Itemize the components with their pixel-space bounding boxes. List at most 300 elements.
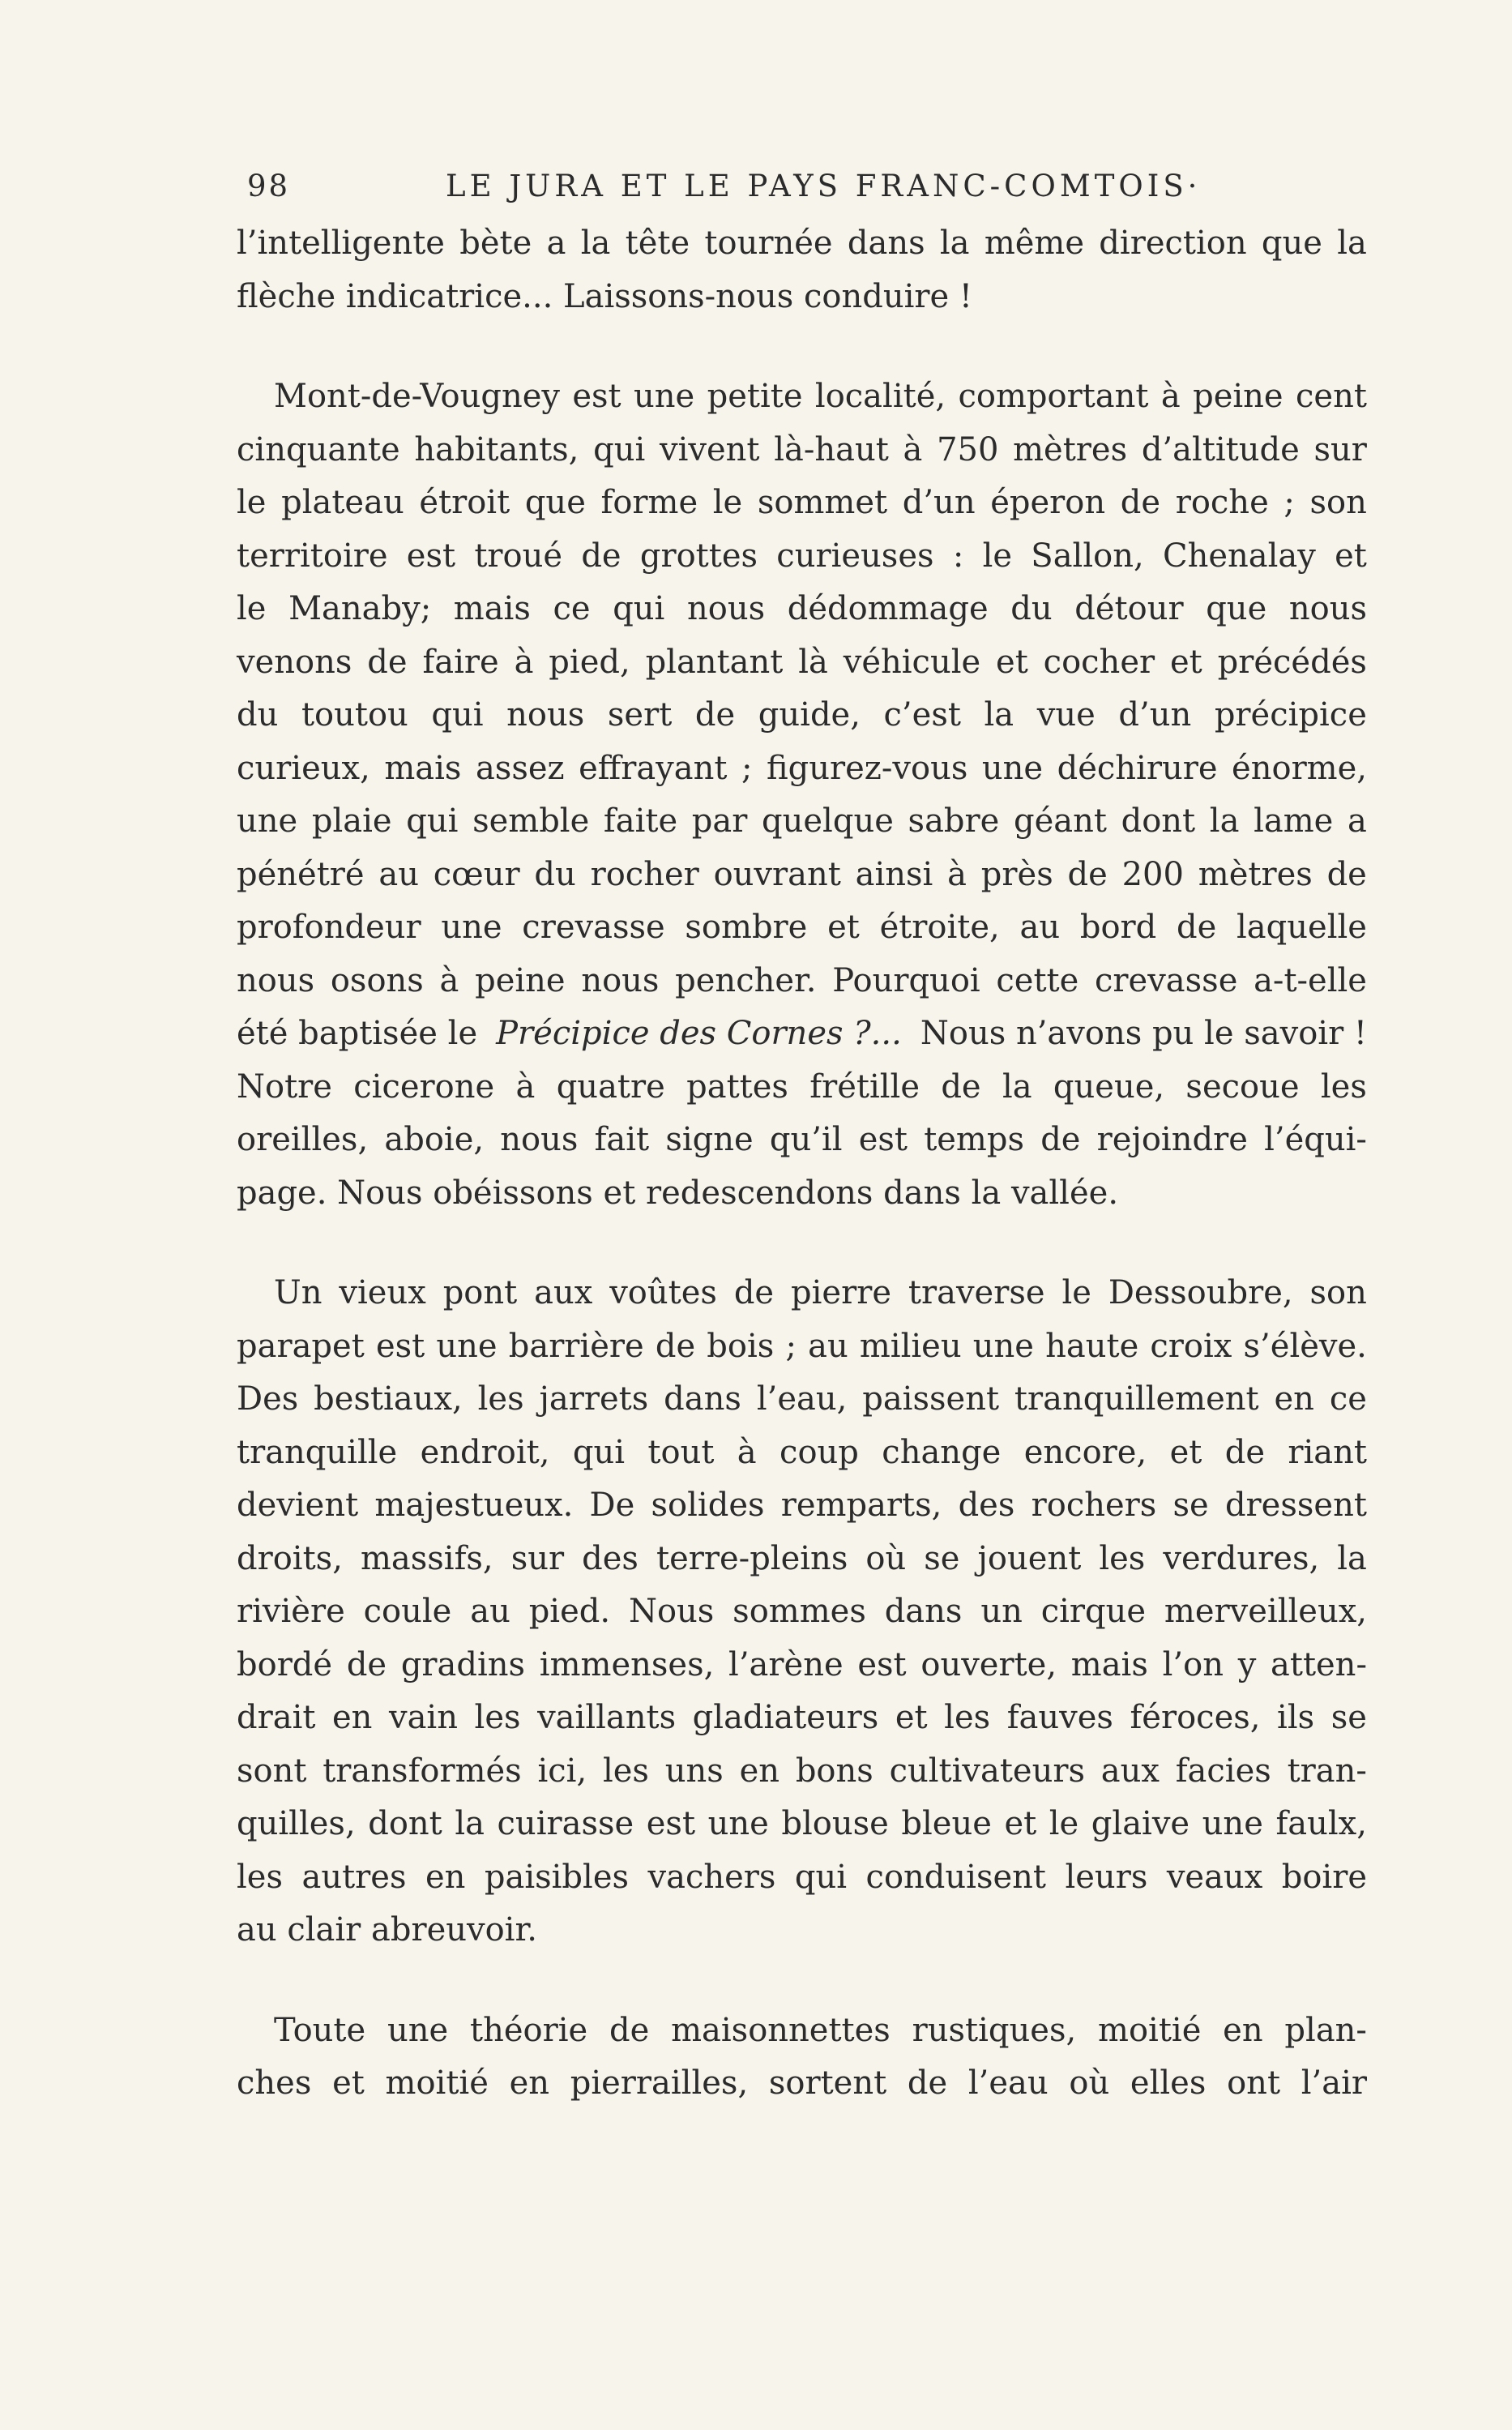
word: de bbox=[941, 1067, 981, 1106]
word: encore, bbox=[1023, 1433, 1147, 1471]
word: sommet bbox=[757, 484, 888, 521]
word: c’est bbox=[883, 696, 961, 734]
word: troué bbox=[474, 537, 563, 575]
word: territoire bbox=[237, 537, 388, 575]
word: de bbox=[655, 1327, 696, 1365]
text-line bbox=[237, 849, 1367, 902]
word: au bbox=[378, 855, 419, 893]
word: immenses, bbox=[539, 1645, 715, 1683]
word: énorme, bbox=[1232, 749, 1367, 787]
word: facies bbox=[1175, 1752, 1271, 1790]
word: étroite, bbox=[879, 909, 1000, 946]
word: vue bbox=[1036, 696, 1096, 734]
line-text bbox=[237, 424, 1367, 477]
word: d’un bbox=[1118, 696, 1192, 734]
word: en bbox=[425, 1858, 466, 1896]
word: à bbox=[515, 1067, 536, 1106]
word: fait bbox=[594, 1121, 650, 1158]
word: pont bbox=[442, 1274, 518, 1311]
line-text: page. Nous obéissons et redescendons dans la vallée. bbox=[237, 1174, 1119, 1212]
word: est bbox=[646, 1805, 696, 1842]
word: ches bbox=[237, 2064, 312, 2102]
word: profondeur bbox=[237, 909, 421, 946]
word: la bbox=[580, 225, 611, 262]
word: de bbox=[1040, 1121, 1081, 1158]
word: et bbox=[895, 1699, 928, 1736]
word: une bbox=[634, 378, 695, 415]
word: une bbox=[441, 909, 502, 946]
word: sabre bbox=[908, 802, 1000, 840]
word: cœur bbox=[433, 855, 520, 893]
word: une bbox=[237, 802, 298, 840]
word: où bbox=[1069, 2064, 1110, 2102]
word: qui bbox=[431, 696, 484, 734]
text-line bbox=[237, 1904, 1367, 1957]
word: est bbox=[858, 1121, 908, 1158]
word: Notre bbox=[237, 1067, 332, 1106]
word: et bbox=[827, 909, 860, 946]
word: voûtes bbox=[609, 1274, 717, 1311]
word: même bbox=[984, 225, 1085, 262]
word: une bbox=[707, 1805, 769, 1842]
text-line bbox=[237, 742, 1367, 796]
word: la bbox=[1337, 225, 1367, 262]
word: féroces, bbox=[1130, 1699, 1261, 1736]
word: son bbox=[1309, 1274, 1367, 1311]
word: vivent bbox=[659, 430, 760, 468]
word: d’un bbox=[902, 484, 976, 521]
word: crevasse bbox=[1095, 961, 1238, 999]
word: faire bbox=[422, 643, 499, 681]
word: la bbox=[1337, 1539, 1367, 1577]
word: se bbox=[924, 1539, 960, 1577]
line-text bbox=[237, 955, 1367, 1008]
word: par bbox=[691, 802, 748, 840]
line-text bbox=[237, 1798, 1367, 1851]
word: les bbox=[474, 1699, 521, 1736]
word: riant bbox=[1288, 1433, 1367, 1471]
text-line bbox=[237, 1639, 1367, 1692]
word: Mont-de-Vougney bbox=[274, 378, 560, 415]
word: en bbox=[739, 1752, 780, 1790]
line-text: été baptisée le bbox=[237, 1015, 478, 1052]
word: dans bbox=[847, 225, 925, 262]
word: gradins bbox=[400, 1645, 526, 1683]
word: de bbox=[1224, 1433, 1265, 1471]
word: milieu bbox=[859, 1327, 962, 1365]
text-line bbox=[237, 636, 1367, 690]
word: bord bbox=[1079, 909, 1157, 946]
word: rejoindre bbox=[1096, 1121, 1248, 1158]
word: sont bbox=[237, 1752, 307, 1790]
text-line bbox=[237, 1167, 1367, 1221]
word: étroit bbox=[419, 484, 510, 521]
word: verdures, bbox=[1163, 1539, 1320, 1577]
word: leurs bbox=[1065, 1858, 1148, 1896]
word: Un bbox=[274, 1274, 322, 1311]
word: pattes bbox=[686, 1067, 788, 1106]
page-number: 98 bbox=[247, 169, 291, 203]
word: de bbox=[1177, 909, 1217, 946]
word: à bbox=[903, 430, 923, 468]
line-text bbox=[237, 1851, 1367, 1905]
text-line bbox=[237, 271, 1367, 324]
word: nous bbox=[581, 961, 660, 999]
word: moitié bbox=[1098, 2011, 1202, 2049]
text-line bbox=[237, 1851, 1367, 1905]
word: là-haut bbox=[774, 430, 889, 468]
word: de bbox=[367, 643, 408, 681]
word: petite bbox=[707, 378, 803, 415]
text-line bbox=[237, 1008, 1367, 1061]
word: plantant bbox=[645, 643, 784, 681]
word: ici, bbox=[537, 1752, 587, 1790]
word: qui bbox=[613, 590, 665, 627]
text-line bbox=[237, 1267, 1367, 1320]
word: bète bbox=[459, 225, 532, 262]
word: la bbox=[984, 696, 1014, 734]
word: atten- bbox=[1271, 1645, 1367, 1683]
word: sommes bbox=[733, 1593, 866, 1630]
word: assez bbox=[475, 749, 565, 787]
word: crevasse bbox=[522, 909, 665, 946]
line-text bbox=[237, 636, 1367, 690]
text-line bbox=[237, 1585, 1367, 1639]
line-text bbox=[237, 901, 1367, 955]
word: figurez-vous bbox=[766, 749, 968, 787]
word: Manaby; bbox=[288, 590, 432, 627]
word: en bbox=[332, 1699, 373, 1736]
body-text bbox=[237, 217, 1367, 2111]
word: au bbox=[470, 1593, 510, 1630]
word: à bbox=[439, 961, 459, 999]
word: faulx, bbox=[1275, 1805, 1367, 1842]
word: sur bbox=[1313, 430, 1367, 468]
word: veaux bbox=[1166, 1858, 1263, 1896]
word: ce bbox=[553, 590, 591, 627]
line-text bbox=[237, 1320, 1367, 1374]
word: est bbox=[572, 378, 621, 415]
word: quelque bbox=[762, 802, 894, 840]
word: blouse bbox=[781, 1805, 889, 1842]
word: mètres bbox=[1198, 855, 1313, 893]
line-text bbox=[237, 530, 1367, 584]
word: Pourquoi bbox=[832, 961, 980, 999]
line-text bbox=[237, 1585, 1367, 1639]
word: mais bbox=[384, 749, 462, 787]
word: une bbox=[981, 749, 1044, 787]
word: aboie, bbox=[384, 1121, 485, 1158]
word: de bbox=[694, 696, 736, 734]
word: croix bbox=[1150, 1327, 1232, 1365]
line-text: au clair abreuvoir. bbox=[237, 1911, 537, 1949]
line-text bbox=[237, 1373, 1367, 1427]
word: peine bbox=[475, 961, 566, 999]
word: sortent bbox=[768, 2064, 887, 2102]
word: s’élève. bbox=[1243, 1327, 1367, 1365]
line-text bbox=[237, 1745, 1367, 1799]
word: pierrailles, bbox=[570, 2064, 749, 2102]
word: plaie bbox=[311, 802, 392, 840]
word: à bbox=[514, 643, 534, 681]
word: dressent bbox=[1224, 1487, 1367, 1524]
word: Sallon, bbox=[1031, 537, 1144, 575]
word: l’équi- bbox=[1264, 1121, 1367, 1158]
line-text bbox=[237, 2057, 1367, 2111]
text-line bbox=[237, 1479, 1367, 1533]
word: y bbox=[1237, 1645, 1257, 1683]
word: Dessoubre, bbox=[1108, 1274, 1293, 1311]
word: les bbox=[944, 1699, 991, 1736]
word: solides bbox=[651, 1487, 765, 1524]
italic-place-name: Précipice des Cornes ?... bbox=[496, 1015, 902, 1052]
word: boire bbox=[1281, 1858, 1367, 1896]
word: maisonnettes bbox=[671, 2011, 891, 2049]
text-line bbox=[237, 2057, 1367, 2111]
word: 750 bbox=[937, 430, 999, 468]
word: mais bbox=[453, 590, 531, 627]
word: sombre bbox=[685, 909, 808, 946]
word: majestueux. bbox=[374, 1487, 574, 1524]
word: ouverte, bbox=[920, 1645, 1057, 1683]
word: comportant bbox=[958, 378, 1149, 415]
text-line bbox=[237, 1533, 1367, 1586]
word: Chenalay bbox=[1162, 537, 1316, 575]
word: l’arène bbox=[728, 1645, 844, 1683]
word: à bbox=[1160, 378, 1181, 415]
word: barrière bbox=[508, 1327, 644, 1365]
line-text: flèche indicatrice... Laissons-nous conduire ! bbox=[237, 277, 973, 315]
word: et bbox=[1170, 643, 1202, 681]
word: drait bbox=[237, 1699, 316, 1736]
word: conduisent bbox=[865, 1858, 1046, 1896]
word: du bbox=[237, 696, 279, 734]
word: guide, bbox=[758, 696, 861, 734]
word: qui bbox=[572, 1433, 626, 1471]
word: merveilleux, bbox=[1164, 1593, 1367, 1630]
word: quilles, bbox=[237, 1805, 356, 1842]
word: nous bbox=[237, 961, 315, 999]
word: secoue bbox=[1185, 1067, 1300, 1106]
word: nous bbox=[1288, 590, 1367, 627]
word: vachers bbox=[647, 1858, 776, 1896]
line-text bbox=[237, 583, 1367, 636]
word: cultivateurs bbox=[889, 1752, 1086, 1790]
word: cinquante bbox=[237, 430, 400, 468]
word: vieux bbox=[339, 1274, 426, 1311]
line-text bbox=[237, 217, 1367, 271]
word: de bbox=[609, 2011, 650, 2049]
word: dédommage bbox=[787, 590, 989, 627]
word: nous bbox=[506, 696, 585, 734]
word: nous bbox=[500, 1121, 579, 1158]
word: a bbox=[546, 225, 566, 262]
word: précipice bbox=[1214, 696, 1367, 734]
word: moitié bbox=[385, 2064, 489, 2102]
word: : bbox=[952, 537, 964, 575]
word: les bbox=[1320, 1067, 1367, 1106]
word: le bbox=[982, 537, 1013, 575]
word: toutou bbox=[301, 696, 408, 734]
word: une bbox=[436, 1327, 498, 1365]
word: ce bbox=[1329, 1380, 1367, 1418]
word: bordé bbox=[237, 1645, 333, 1683]
word: la bbox=[1002, 1067, 1032, 1106]
word: l’eau bbox=[967, 2064, 1049, 2102]
word: détour bbox=[1074, 590, 1184, 627]
word: tout bbox=[647, 1433, 715, 1471]
word: bestiaux, bbox=[314, 1380, 463, 1418]
word: l’intelligente bbox=[237, 225, 445, 262]
word: effrayant bbox=[579, 749, 728, 787]
line-text bbox=[237, 1427, 1367, 1480]
word: tranquillement bbox=[1014, 1380, 1259, 1418]
word: aux bbox=[1100, 1752, 1160, 1790]
word: paisibles bbox=[484, 1858, 630, 1896]
word: du bbox=[1010, 590, 1053, 627]
word: uns bbox=[664, 1752, 724, 1790]
word: bleue bbox=[901, 1805, 992, 1842]
word: gladiateurs bbox=[692, 1699, 879, 1736]
word: près bbox=[980, 855, 1053, 893]
word: rochers bbox=[1031, 1487, 1157, 1524]
word: queue, bbox=[1053, 1067, 1165, 1106]
text-line bbox=[237, 1373, 1367, 1427]
running-title: LE JURA ET LE PAYS FRANC-COMTOIS· bbox=[446, 169, 1202, 203]
word: la bbox=[455, 1805, 485, 1842]
word: cette bbox=[996, 961, 1079, 999]
word: qui bbox=[794, 1858, 848, 1896]
word: que bbox=[1261, 225, 1322, 262]
line-text bbox=[237, 1479, 1367, 1533]
word: de bbox=[907, 2064, 948, 2102]
word: forme bbox=[600, 484, 698, 521]
word: en bbox=[1274, 1380, 1314, 1418]
word: de bbox=[733, 1274, 775, 1311]
text-line bbox=[237, 1745, 1367, 1799]
word: 200 bbox=[1121, 855, 1184, 893]
word: change bbox=[882, 1433, 1002, 1471]
word: cuirasse bbox=[497, 1805, 634, 1842]
text-line bbox=[237, 424, 1367, 477]
word: où bbox=[865, 1539, 907, 1577]
word: quatre bbox=[556, 1067, 665, 1106]
word: ouvrant bbox=[713, 855, 841, 893]
line-text bbox=[237, 1692, 1367, 1745]
word: pénétré bbox=[237, 855, 365, 893]
page-header bbox=[247, 167, 1365, 206]
word: à bbox=[947, 855, 967, 893]
line-text bbox=[274, 2004, 1367, 2058]
word: tête bbox=[625, 225, 690, 262]
word: rustiques, bbox=[912, 2011, 1077, 2049]
text-line bbox=[237, 1320, 1367, 1374]
word: qu’il bbox=[769, 1121, 843, 1158]
word: fauves bbox=[1006, 1699, 1113, 1736]
word: dans bbox=[884, 1593, 963, 1630]
word: mais bbox=[1070, 1645, 1148, 1683]
word: osons bbox=[330, 961, 424, 999]
word: est bbox=[375, 1327, 425, 1365]
text-line bbox=[237, 217, 1367, 271]
word: jarrets bbox=[539, 1380, 649, 1418]
word: d’altitude bbox=[1141, 430, 1300, 468]
word: ont bbox=[1227, 2064, 1281, 2102]
word: au bbox=[808, 1327, 848, 1365]
word: au bbox=[1019, 909, 1061, 946]
word: que bbox=[524, 484, 586, 521]
word: autres bbox=[301, 1858, 407, 1896]
word: paissent bbox=[862, 1380, 1000, 1418]
word: et bbox=[996, 643, 1028, 681]
word: dont bbox=[368, 1805, 442, 1842]
text-line bbox=[237, 1427, 1367, 1480]
line-text bbox=[237, 1639, 1367, 1692]
word: rocher bbox=[590, 855, 699, 893]
text-line bbox=[237, 477, 1367, 530]
word: une bbox=[1202, 1805, 1263, 1842]
line-text bbox=[274, 370, 1367, 424]
word: aux bbox=[534, 1274, 593, 1311]
text-line bbox=[237, 795, 1367, 849]
word: les bbox=[602, 1752, 649, 1790]
text-line bbox=[237, 1061, 1367, 1114]
word: théorie bbox=[470, 2011, 588, 2049]
word: cirque bbox=[1040, 1593, 1147, 1630]
word: l’air bbox=[1301, 2064, 1367, 2102]
word: cocher bbox=[1043, 643, 1155, 681]
word: précédés bbox=[1217, 643, 1367, 681]
text-line bbox=[237, 2004, 1367, 2058]
word: éperon bbox=[990, 484, 1106, 521]
word: nous bbox=[686, 590, 766, 627]
word: ainsi bbox=[855, 855, 933, 893]
word: terre-pleins bbox=[656, 1539, 848, 1577]
word: les bbox=[1099, 1539, 1146, 1577]
word: a-t-elle bbox=[1254, 961, 1367, 999]
word: que bbox=[1206, 590, 1267, 627]
word: lame bbox=[1254, 802, 1334, 840]
word: curieuses bbox=[776, 537, 934, 575]
word: massifs, bbox=[360, 1539, 493, 1577]
word: roche bbox=[1175, 484, 1269, 521]
word: et bbox=[1169, 1433, 1202, 1471]
word: le bbox=[1061, 1274, 1091, 1311]
word: et bbox=[332, 2064, 365, 2102]
word: tran- bbox=[1287, 1752, 1367, 1790]
word: pencher. bbox=[675, 961, 817, 999]
word: là bbox=[798, 643, 828, 681]
line-text bbox=[237, 1061, 1367, 1114]
text-line bbox=[237, 370, 1367, 424]
word: géant bbox=[1013, 802, 1107, 840]
word: ils bbox=[1277, 1699, 1315, 1736]
word: pied. bbox=[528, 1593, 611, 1630]
word: le bbox=[237, 484, 267, 521]
word: remparts, bbox=[780, 1487, 942, 1524]
word: ; bbox=[1283, 484, 1295, 521]
word: de bbox=[1326, 855, 1367, 893]
word: une bbox=[387, 2011, 449, 2049]
line-text bbox=[237, 742, 1367, 796]
word: devient bbox=[237, 1487, 359, 1524]
line-text bbox=[274, 1267, 1367, 1320]
word: et bbox=[1004, 1805, 1037, 1842]
word: traverse bbox=[908, 1274, 1045, 1311]
word: localité, bbox=[814, 378, 946, 415]
word: curieux, bbox=[237, 749, 370, 787]
word: ; bbox=[741, 749, 753, 787]
